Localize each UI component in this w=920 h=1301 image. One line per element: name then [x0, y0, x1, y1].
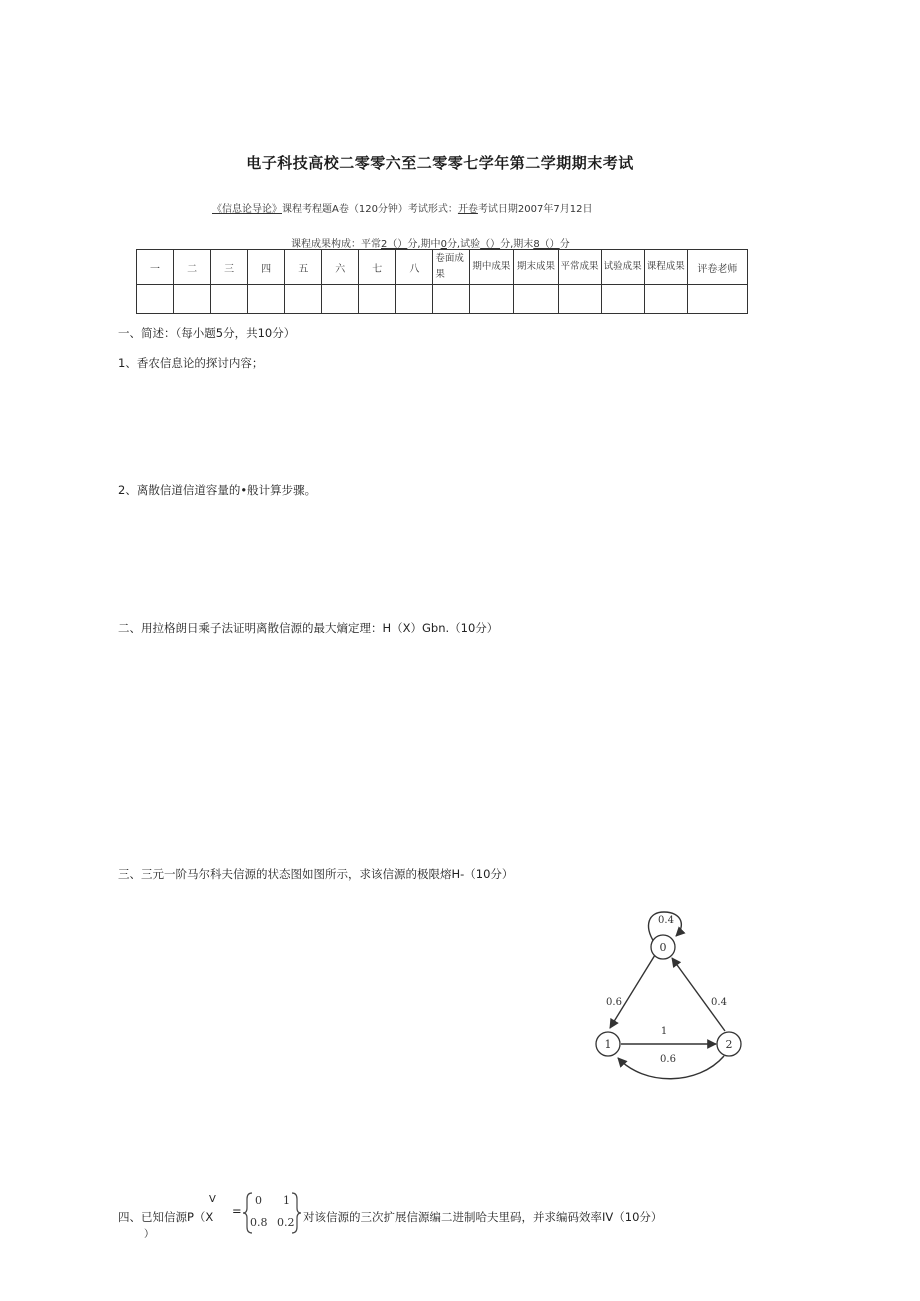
score-cell[interactable] [433, 285, 470, 314]
exam-meta-line [212, 200, 592, 215]
score-cell[interactable] [470, 285, 514, 314]
score-entry-row [137, 285, 748, 314]
composition-final-label: 分,期末 [500, 239, 534, 250]
composition-exp: （） [480, 239, 501, 250]
score-header: 平常成果 [558, 250, 601, 285]
composition-regular: 2（） [381, 239, 408, 250]
question-3: 三、三元一阶马尔科夫信源的状态图如图所示，求该信源的极限熔H-（10分） [118, 867, 514, 881]
question-4-eq: = [232, 1204, 242, 1218]
question-2: 二、用拉格朗日乘子法证明离散信源的最大熵定理：H（X）Gbn.（10分） [118, 621, 499, 635]
exam-meta-part1: 课程考程题A卷（120分钟）考试形式： [282, 204, 458, 215]
question-4-bracket: ） [144, 1229, 154, 1240]
prob-label-2-1: 0.6 [660, 1054, 676, 1065]
composition-exp-label: 分,试验 [446, 239, 481, 250]
score-cell[interactable] [285, 285, 322, 314]
score-header: 课程成果 [644, 250, 687, 285]
question-4-prefix: 四、已知信源P（X [118, 1210, 214, 1224]
score-cell[interactable] [687, 285, 747, 314]
score-header: 卷面成果 [433, 250, 470, 285]
matrix-symbol-1: 1 [283, 1194, 290, 1207]
composition-final: 8（） [533, 239, 560, 250]
exam-form: 开卷 [457, 204, 478, 215]
grade-composition [291, 235, 570, 250]
source-matrix [243, 1191, 301, 1235]
score-header: 七 [359, 250, 396, 285]
score-cell[interactable] [601, 285, 644, 314]
score-cell[interactable] [322, 285, 359, 314]
score-header: 期末成果 [514, 250, 558, 285]
state-label-2: 2 [725, 1038, 733, 1051]
question-4-v: V [209, 1194, 216, 1205]
score-cell[interactable] [137, 285, 174, 314]
score-header: 期中成果 [470, 250, 514, 285]
score-header: 试验成果 [601, 250, 644, 285]
question-4-suffix: 对该信源的三次扩展信源编二进制哈夫里码，并求编码效率IV（10分） [303, 1210, 663, 1224]
prob-label-1-2: 1 [660, 1026, 668, 1037]
prob-label-0-0: 0.4 [658, 915, 674, 926]
matrix-prob-1: 0.2 [277, 1216, 295, 1229]
composition-mid: 0 [440, 239, 447, 250]
question-1-1: 1、香农信息论的探讨内容； [118, 356, 264, 370]
composition-suffix: 分 [559, 239, 570, 250]
matrix-symbol-0: 0 [255, 1194, 262, 1207]
matrix-prob-0: 0.8 [250, 1216, 268, 1229]
edge-0-1 [610, 955, 655, 1028]
prob-label-2-0: 0.4 [711, 997, 727, 1008]
prob-label-0-1: 0.6 [606, 997, 622, 1008]
exam-meta-part2: 考试日期2007年7月12日 [477, 204, 593, 215]
score-cell[interactable] [359, 285, 396, 314]
score-cell[interactable] [211, 285, 248, 314]
score-header: 一 [137, 250, 174, 285]
score-header: 二 [174, 250, 211, 285]
state-label-0: 0 [659, 941, 667, 954]
score-header: 三 [211, 250, 248, 285]
course-name: 《信息论导论》 [212, 204, 282, 215]
score-cell[interactable] [644, 285, 687, 314]
exam-title: 电子科技高校二零零六至二零零七学年第二学期期末考试 [246, 154, 634, 172]
composition-mid-label: 分,期中 [407, 239, 441, 250]
score-header: 评卷老师 [687, 250, 747, 285]
score-table [136, 249, 748, 314]
score-header: 八 [396, 250, 433, 285]
state-label-1: 1 [604, 1038, 612, 1051]
score-cell[interactable] [248, 285, 285, 314]
edge-2-0 [672, 958, 725, 1031]
score-header: 五 [285, 250, 322, 285]
score-header: 四 [248, 250, 285, 285]
score-cell[interactable] [514, 285, 558, 314]
question-1-2: 2、离散信道信道容量的•般计算步骤。 [118, 483, 317, 497]
score-cell[interactable] [396, 285, 433, 314]
question-1-heading: 一、简述：（每小题5分，共10分） [118, 326, 296, 340]
markov-state-diagram [586, 904, 761, 1089]
score-cell[interactable] [174, 285, 211, 314]
score-header: 六 [322, 250, 359, 285]
score-cell[interactable] [558, 285, 601, 314]
composition-prefix: 课程成果构成：平常 [291, 239, 381, 250]
